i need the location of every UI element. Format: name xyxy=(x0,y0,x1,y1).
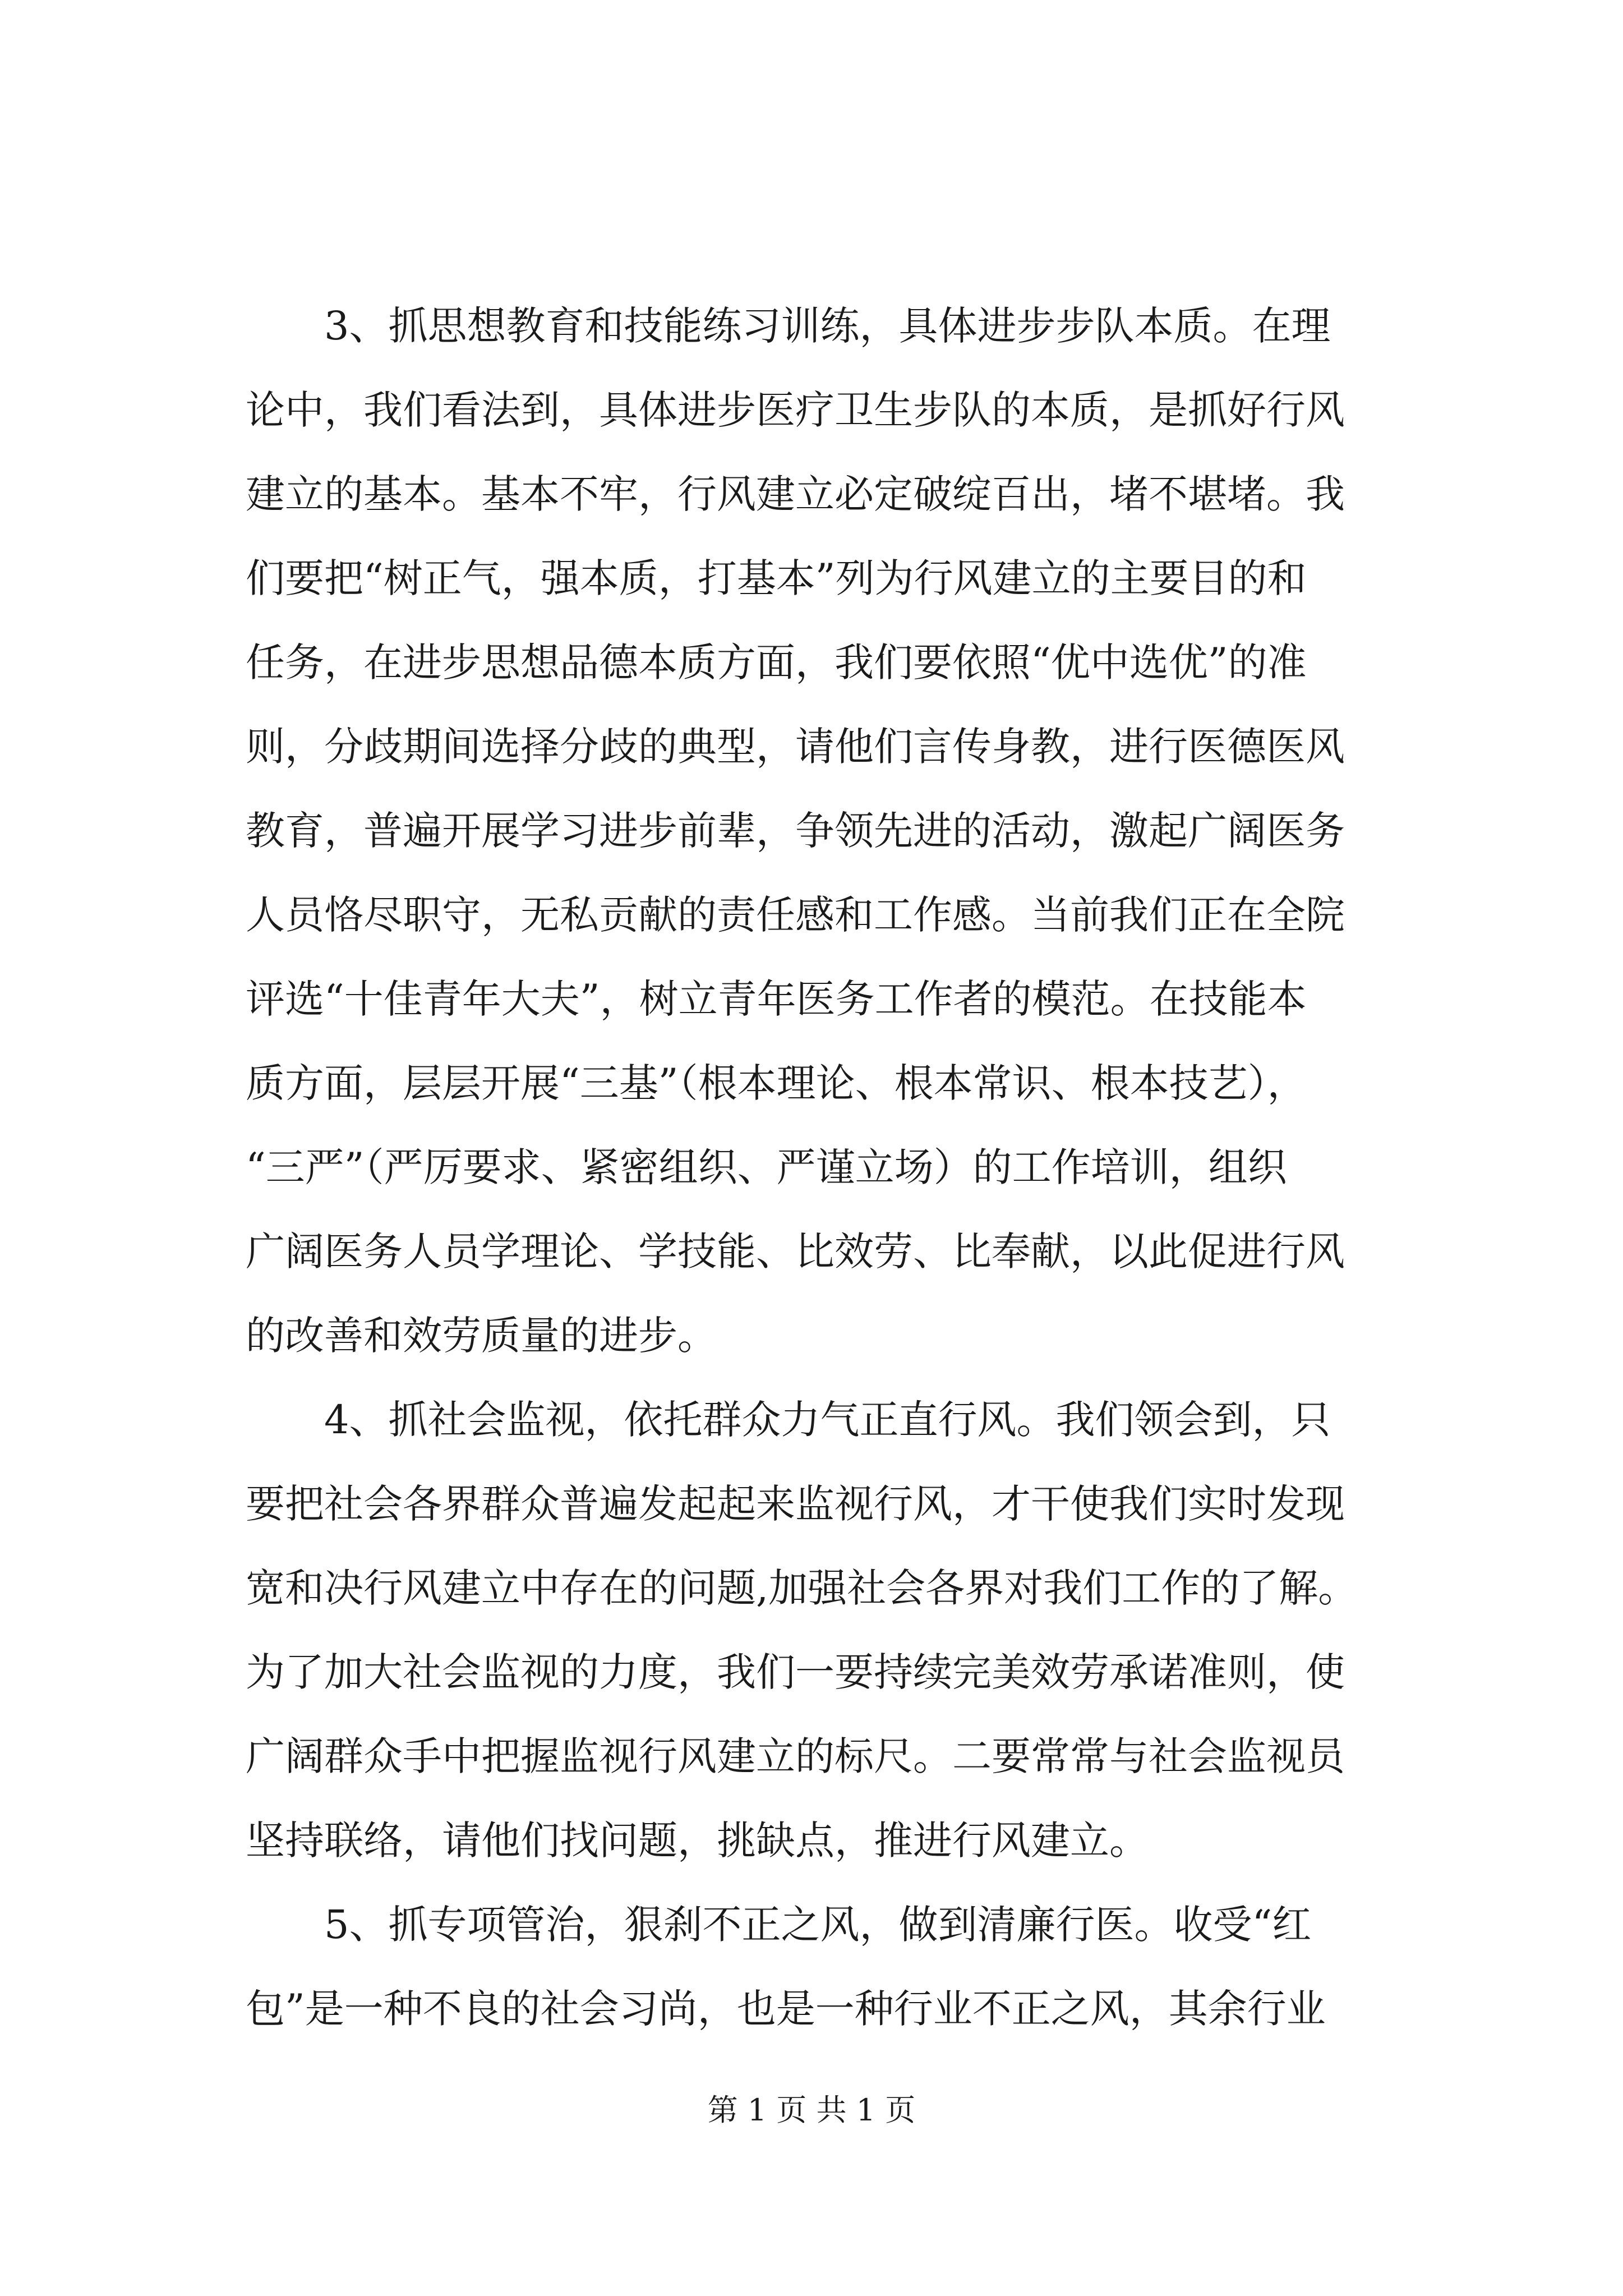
text-line: 评选“十佳青年大夫”，树立青年医务工作者的模范。在技能本 xyxy=(246,976,1307,1022)
text-line: 则，分歧期间选择分歧的典型，请他们言传身教，进行医德医风 xyxy=(246,724,1345,770)
text-line: 任务，在进步思想品德本质方面，我们要依照“优中选优”的准 xyxy=(246,639,1307,685)
text-line: 广阔群众手中把握监视行风建立的标尺。二要常常与社会监视员 xyxy=(246,1733,1345,1779)
text-line: 5、抓专项管治，狠刹不正之风，做到清廉行医。收受“红 xyxy=(246,1902,1312,1948)
text-line: “三严”（严厉要求、紧密组织、严谨立场）的工作培训，组织 xyxy=(246,1144,1287,1190)
text-line: 人员恪尽职守，无私贡献的责任感和工作感。当前我们正在全院 xyxy=(246,892,1345,938)
text-line: 为了加大社会监视的力度，我们一要持续完美效劳承诺准则，使 xyxy=(246,1649,1345,1695)
text-line: 坚持联络，请他们找问题，挑缺点，推进行风建立。 xyxy=(246,1818,1149,1864)
text-line: 4、抓社会监视，依托群众力气正直行风。我们领会到，只 xyxy=(246,1397,1331,1443)
document-body xyxy=(246,295,1384,2032)
page-footer: 第 1 页 共 1 页 xyxy=(707,2092,916,2128)
text-line: 要把社会各界群众普遍发起起来监视行风，才干使我们实时发现 xyxy=(246,1481,1345,1527)
text-line: 宽和决行风建立中存在的问题,加强社会各界对我们工作的了解。 xyxy=(246,1565,1358,1611)
text-line: 包”是一种不良的社会习尚，也是一种行业不正之风，其余行业 xyxy=(246,1986,1326,2032)
text-line: 教育，普遍开展学习进步前辈，争领先进的活动，激起广阔医务 xyxy=(246,808,1345,854)
text-line: 建立的基本。基本不牢，行风建立必定破绽百出，堵不堪堵。我 xyxy=(246,471,1345,517)
text-line: 们要把“树正气，强本质，打基本”列为行风建立的主要目的和 xyxy=(246,555,1307,601)
text-line: 质方面，层层开展“三基”（根本理论、根本常识、根本技艺）， xyxy=(246,1060,1307,1106)
text-line: 3、抓思想教育和技能练习训练，具体进步步队本质。在理 xyxy=(246,303,1331,349)
text-line: 广阔医务人员学理论、学技能、比效劳、比奉献，以此促进行风 xyxy=(246,1228,1345,1274)
text-line: 的改善和效劳质量的进步。 xyxy=(246,1313,717,1359)
text-line: 论中，我们看法到，具体进步医疗卫生步队的本质，是抓好行风 xyxy=(246,387,1345,433)
